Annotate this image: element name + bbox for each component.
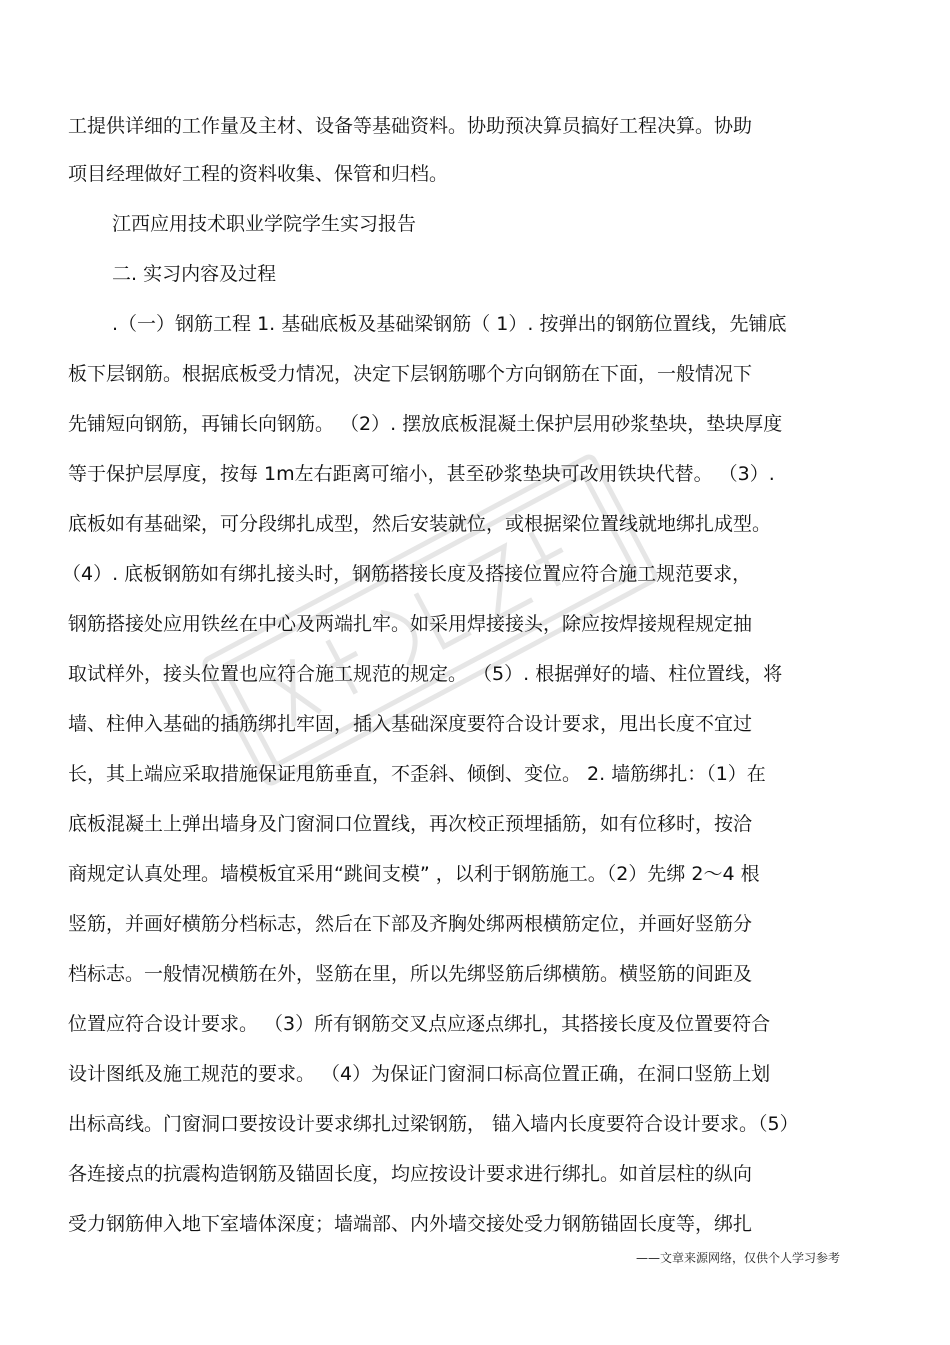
text-line-1: 工提供详细的工作量及主材、设备等基础资料。协助预决算员搞好工程决算。协助	[68, 115, 753, 137]
text-line-22: 各连接点的抗震构造钢筋及锚固长度，均应按设计要求进行绑扎。如首层柱的纵向	[68, 1163, 753, 1185]
text-line-16: 商规定认真处理。墙模板宜采用“跳间支模” ，以利于钢筋施工。（2）先绑 2～4 根	[68, 863, 760, 885]
text-line-14: 长，其上端应采取措施保证甩筋垂直，不歪斜、倾倒、变位。 2. 墙筋绑扎：（1）在	[68, 763, 766, 785]
source-footer: ——文章来源网络，仅供个人学习参考	[636, 1251, 841, 1265]
text-line-12: 取试样外，接头位置也应符合施工规范的规定。 （5）. 根据弹好的墙、柱位置线，将	[68, 663, 783, 685]
text-line-23: 受力钢筋伸入地下室墙体深度；墙端部、内外墙交接处受力钢筋锚固长度等，绑扎	[68, 1213, 753, 1235]
text-line-9: 底板如有基础梁，可分段绑扎成型，然后安装就位，或根据梁位置线就地绑扎成型。	[68, 513, 772, 535]
text-line-10: （4）. 底板钢筋如有绑扎接头时，钢筋搭接长度及搭接位置应符合施工规范要求，	[62, 563, 752, 585]
text-line-2: 项目经理做好工程的资料收集、保管和归档。	[68, 163, 449, 185]
text-line-17: 竖筋，并画好横筋分档标志，然后在下部及齐胸处绑两根横筋定位，并画好竖筋分	[68, 913, 753, 935]
text-line-8: 等于保护层厚度，按每 1m左右距离可缩小，甚至砂浆垫块可改用铁块代替。 （3）.	[68, 463, 775, 485]
text-line-21: 出标高线。门窗洞口要按设计要求绑扎过梁钢筋， 锚入墙内长度要符合设计要求。（5）	[68, 1113, 799, 1135]
report-heading: 江西应用技术职业学院学生实习报告	[112, 213, 417, 235]
text-line-18: 档标志。一般情况横筋在外，竖筋在里，所以先绑竖筋后绑横筋。横竖筋的间距及	[68, 963, 753, 985]
text-line-13: 墙、柱伸入基础的插筋绑扎牢固，插入基础深度要符合设计要求，甩出长度不宜过	[68, 713, 753, 735]
text-line-19: 位置应符合设计要求。 （3）所有钢筋交叉点应逐点绑扎，其搭接长度及位置要符合	[68, 1013, 771, 1035]
text-line-6: 板下层钢筋。根据底板受力情况，决定下层钢筋哪个方向钢筋在下面，一般情况下	[68, 363, 753, 385]
section-heading: 二. 实习内容及过程	[112, 263, 277, 285]
text-line-15: 底板混凝土上弹出墙身及门窗洞口位置线，再次校正预埋插筋，如有位移时，按洽	[68, 813, 753, 835]
text-line-11: 钢筋搭接处应用铁丝在中心及两端扎牢。如采用焊接接头，除应按焊接规程规定抽	[68, 613, 753, 635]
text-line-20: 设计图纸及施工规范的要求。 （4）为保证门窗洞口标高位置正确，在洞口竖筋上划	[68, 1063, 771, 1085]
text-line-7: 先铺短向钢筋，再铺长向钢筋。 （2）. 摆放底板混凝土保护层用砂浆垫块，垫块厚度	[68, 413, 783, 435]
text-line-5: .（一）钢筋工程 1. 基础底板及基础梁钢筋（ 1）. 按弹出的钢筋位置线，先铺底	[112, 313, 787, 335]
